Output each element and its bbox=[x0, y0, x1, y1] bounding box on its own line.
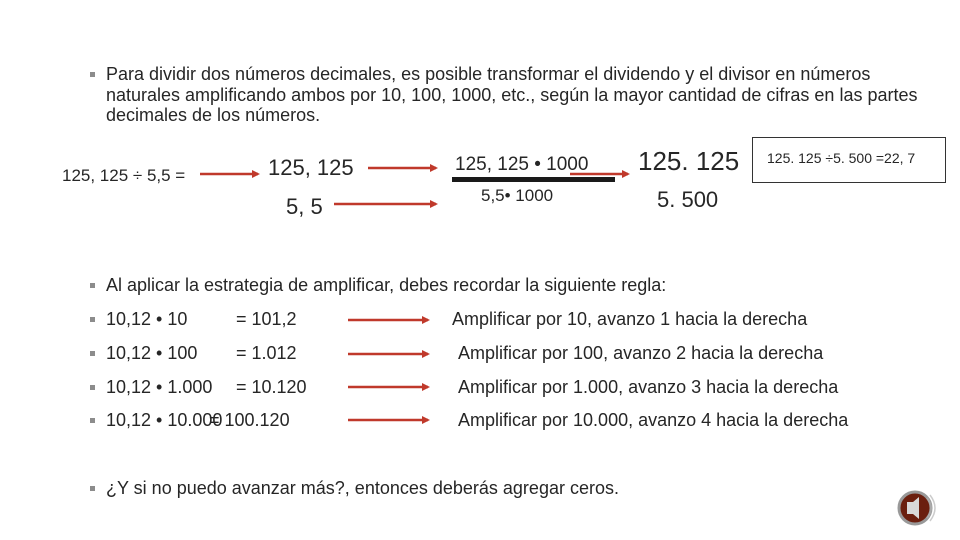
rule-description: Amplificar por 100, avanzo 2 hacia la derecha bbox=[458, 343, 824, 363]
divisor-value: 5, 5 bbox=[286, 194, 323, 219]
amplified-dividend: 125, 125 • 1000 bbox=[455, 154, 589, 175]
speaker-icon[interactable] bbox=[897, 488, 937, 528]
rule-description: Amplificar por 10.000, avanzo 4 hacia la derecha bbox=[458, 410, 849, 430]
rule-result: = 10.120 bbox=[236, 377, 307, 397]
rule-result: = 100.120 bbox=[209, 410, 290, 430]
new-dividend: 125. 125 bbox=[638, 146, 740, 176]
intro-text: Para dividir dos números decimales, es posible transformar el dividendo y el divisor en números naturales amplificando ambos por 10, 100, 1000, etc., según la mayor cantidad de cifras en las partes decimales de los números. bbox=[106, 64, 918, 125]
example-equation: 125, 125 ÷ 5,5 = bbox=[62, 166, 186, 185]
rule-result: = 1.012 bbox=[236, 343, 297, 363]
rule-description: Amplificar por 1.000, avanzo 3 hacia la derecha bbox=[458, 377, 839, 397]
rule-operation: 10,12 • 10.000 bbox=[106, 410, 223, 430]
dividend-value: 125, 125 bbox=[268, 155, 354, 180]
rule-operation: 10,12 • 1.000 bbox=[106, 377, 213, 397]
result-box: 125. 125 ÷5. 500 =22, 7 bbox=[752, 137, 946, 183]
closing-question: ¿Y si no puedo avanzar más?, entonces deberás agregar ceros. bbox=[106, 478, 619, 498]
rule-result: = 101,2 bbox=[236, 309, 297, 329]
rule-operation: 10,12 • 10 bbox=[106, 309, 188, 329]
amplified-divisor: 5,5• 1000 bbox=[481, 186, 554, 205]
new-divisor: 5. 500 bbox=[657, 187, 719, 212]
rule-description: Amplificar por 10, avanzo 1 hacia la derecha bbox=[452, 309, 808, 329]
rule-operation: 10,12 • 100 bbox=[106, 343, 198, 363]
rule-intro: Al aplicar la estrategia de amplificar, debes recordar la siguiente regla: bbox=[106, 275, 667, 295]
